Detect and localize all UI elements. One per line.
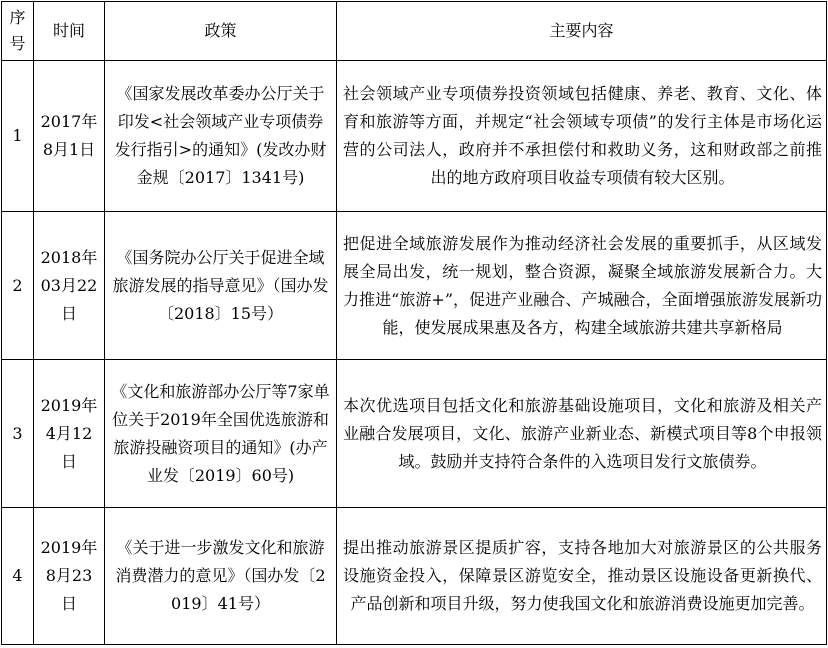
- row-policy: 《文化和旅游部办公厅等7家单位关于2019年全国优选旅游和旅游投融资项目的通知》(办产业发〔2019〕60号): [105, 360, 337, 508]
- row-content: 提出推动旅游景区提质扩容，支持各地加大对旅游景区的公共服务设施资金投入，保障景区游览安全，推动景区设施设备更新换代、产品创新和项目升级，努力使我国文化和旅游消费设施更加完善。: [337, 508, 827, 645]
- row-no: 2: [2, 212, 34, 360]
- row-no: 3: [2, 360, 34, 508]
- row-time: 2018年03月22日: [34, 212, 105, 360]
- row-content: 社会领域产业专项债券投资领域包括健康、养老、教育、文化、体育和旅游等方面，并规定“社会领域专项债”的发行主体是市场化运营的公司法人，政府并不承担偿付和救助义务，这和财政部之前推出的地方政府项目收益专项债有较大区别。: [337, 61, 827, 212]
- header-content: 主要内容: [337, 2, 827, 61]
- table-row: [2, 212, 827, 360]
- row-time: 2017年8月1日: [34, 61, 105, 212]
- header-no: 序号: [2, 2, 34, 61]
- header-time: 时间: [34, 2, 105, 61]
- table-row: [2, 61, 827, 212]
- table-row: [2, 360, 827, 508]
- row-time: 2019年4月12日: [34, 360, 105, 508]
- row-policy: 《国家发展改革委办公厅关于印发<社会领域产业专项债券发行指引>的通知》(发改办财金规〔2017〕1341号): [105, 61, 337, 212]
- row-content: 把促进全域旅游发展作为推动经济社会发展的重要抓手，从区域发展全局出发，统一规划，整合资源，凝聚全域旅游发展新合力。大力推进“旅游+”，促进产业融合、产城融合，全面增强旅游发展新功能，使发展成果惠及各方，构建全域旅游共建共享新格局: [337, 212, 827, 360]
- row-no: 1: [2, 61, 34, 212]
- table-header-row: [2, 2, 827, 61]
- row-no: 4: [2, 508, 34, 645]
- row-time: 2019年8月23日: [34, 508, 105, 645]
- policy-table: [1, 1, 827, 645]
- table-row: [2, 508, 827, 645]
- row-policy: 《国务院办公厅关于促进全域旅游发展的指导意见》（国办发〔2018〕15号）: [105, 212, 337, 360]
- row-content: 本次优选项目包括文化和旅游基础设施项目，文化和旅游及相关产业融合发展项目，文化、旅游产业新业态、新模式项目等8个申报领域。鼓励并支持符合条件的入选项目发行文旅债券。: [337, 360, 827, 508]
- header-policy: 政策: [105, 2, 337, 61]
- row-policy: 《关于进一步激发文化和旅游消费潜力的意见》（国办发〔2019〕41号）: [105, 508, 337, 645]
